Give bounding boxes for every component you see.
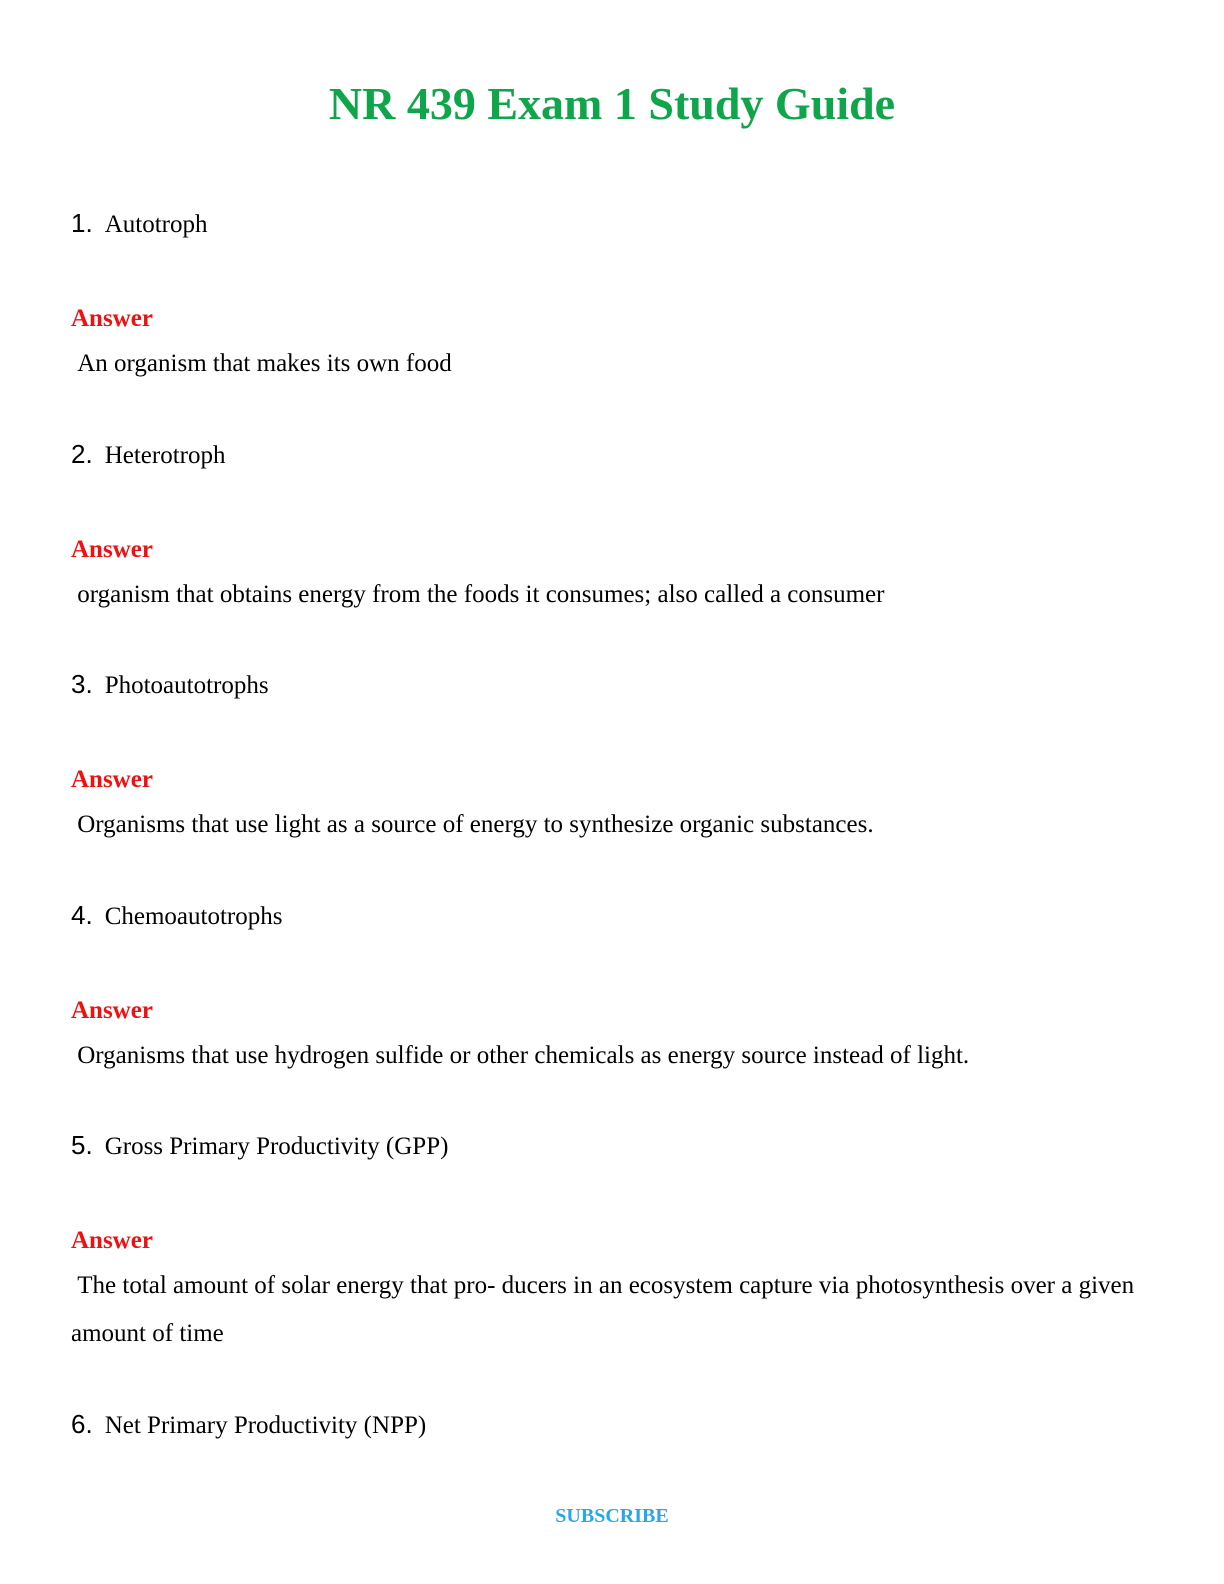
- question-number: 4.: [71, 900, 93, 930]
- question-3: [71, 669, 269, 701]
- answer-text: The total amount of solar energy that pro- ducers in an ecosystem capture via photosynthesis over a given amount of time: [71, 1272, 1141, 1347]
- question-term: Autotroph: [104, 211, 208, 238]
- document-title: NR 439 Exam 1 Study Guide: [328, 78, 896, 129]
- question-term: Heterotroph: [104, 442, 226, 469]
- question-term: Gross Primary Productivity (GPP): [104, 1133, 449, 1160]
- question-number: 5.: [71, 1130, 93, 1160]
- subscribe-link[interactable]: SUBSCRIBE: [555, 1505, 669, 1527]
- answer-label: Answer: [71, 305, 153, 332]
- question-term: Chemoautotrophs: [104, 903, 283, 930]
- answer-text: Organisms that use light as a source of energy to synthesize organic substances.: [71, 811, 874, 838]
- question-number: 6.: [71, 1409, 93, 1439]
- question-4: [71, 900, 282, 932]
- answer-text: An organism that makes its own food: [71, 350, 452, 377]
- question-6: [71, 1409, 426, 1441]
- answer-text: organism that obtains energy from the foods it consumes; also called a consumer: [71, 581, 885, 608]
- answer-label: Answer: [71, 536, 153, 563]
- question-number: 1.: [71, 208, 93, 238]
- question-term: Photoautotrophs: [104, 672, 269, 699]
- answer-label: Answer: [71, 766, 153, 793]
- question-1: [71, 208, 207, 240]
- question-number: 2.: [71, 439, 93, 469]
- answer-label: Answer: [71, 997, 153, 1024]
- question-term: Net Primary Productivity (NPP): [104, 1412, 427, 1439]
- question-5: [71, 1130, 448, 1162]
- question-number: 3.: [71, 669, 93, 699]
- answer-text: Organisms that use hydrogen sulfide or other chemicals as energy source instead of light.: [71, 1042, 970, 1069]
- question-2: [71, 439, 225, 471]
- answer-label: Answer: [71, 1227, 153, 1254]
